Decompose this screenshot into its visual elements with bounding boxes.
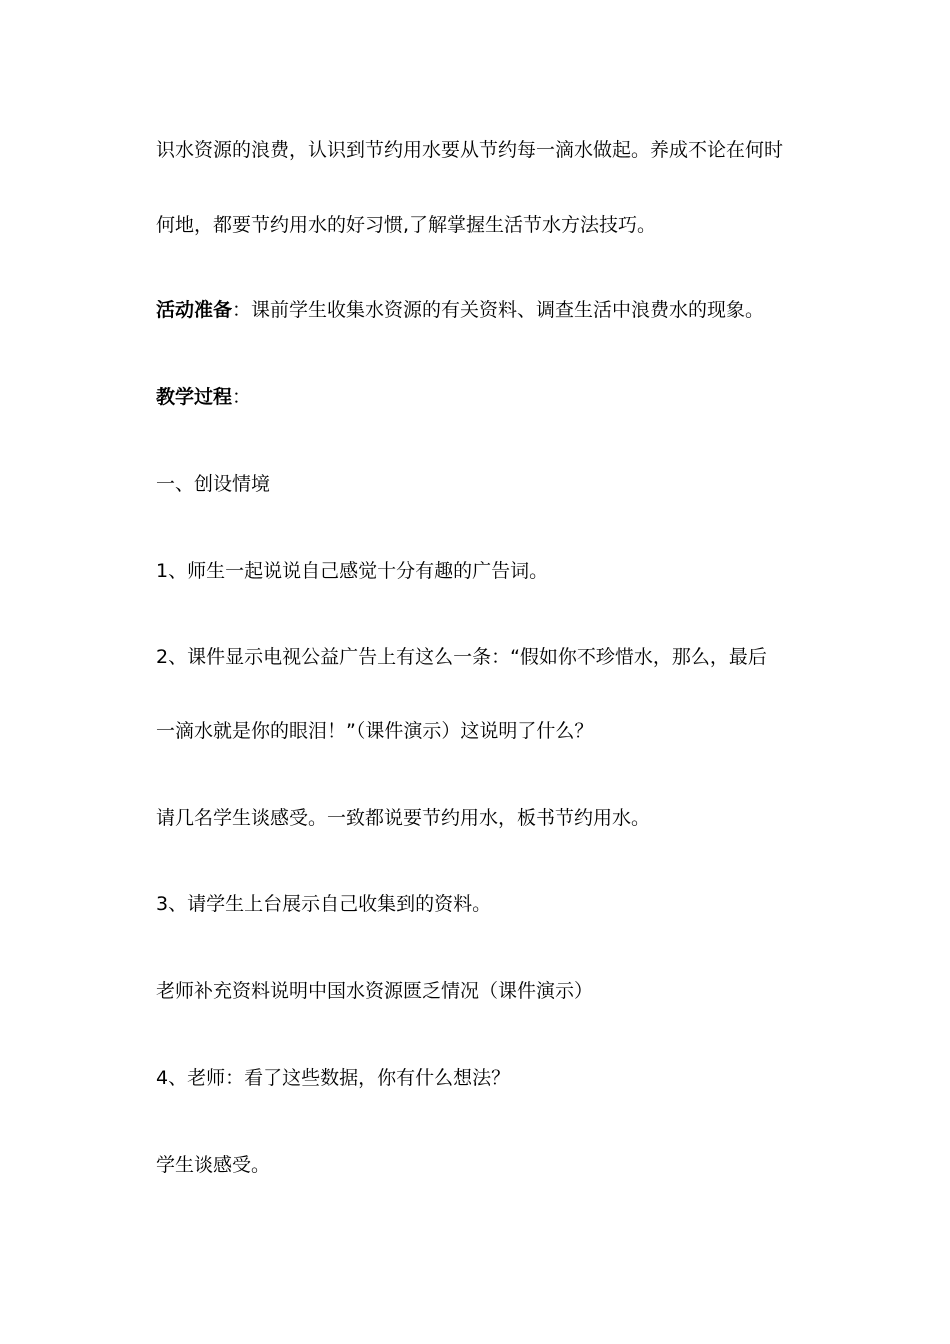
list-item-4: 4、老师：看了这些数据，你有什么想法？ (156, 1067, 511, 1089)
list-item-2-continued: 一滴水就是你的眼泪！”（课件演示）这说明了什么？ (156, 720, 594, 742)
teaching-process-label: 教学过程 (156, 386, 233, 408)
teaching-process-line (156, 385, 816, 409)
activity-preparation-line (156, 298, 816, 322)
paragraph-line-1: 识水资源的浪费，认识到节约用水要从节约每一滴水做起。养成不论在何时 (156, 139, 784, 161)
activity-preparation-label: 活动准备 (156, 299, 233, 321)
teaching-process-colon: ： (232, 386, 252, 408)
activity-preparation-text: ：课前学生收集水资源的有关资料、调查生活中浪费水的现象。 (232, 299, 765, 321)
paragraph-teacher-supplement: 老师补充资料说明中国水资源匮乏情况（课件演示） (156, 980, 594, 1002)
paragraph-student-feedback: 请几名学生谈感受。一致都说要节约用水，板书节约用水。 (156, 807, 651, 829)
section-heading-1: 一、创设情境 (156, 473, 271, 495)
list-item-2: 2、课件显示电视公益广告上有这么一条：“假如你不珍惜水，那么，最后 (156, 646, 767, 668)
list-item-1: 1、师生一起说说自己感觉十分有趣的广告词。 (156, 560, 549, 582)
paragraph-student-thoughts: 学生谈感受。 (156, 1154, 271, 1176)
paragraph-line-2: 何地，都要节约用水的好习惯,了解掌握生活节水方法技巧。 (156, 214, 657, 236)
list-item-3: 3、请学生上台展示自己收集到的资料。 (156, 893, 492, 915)
